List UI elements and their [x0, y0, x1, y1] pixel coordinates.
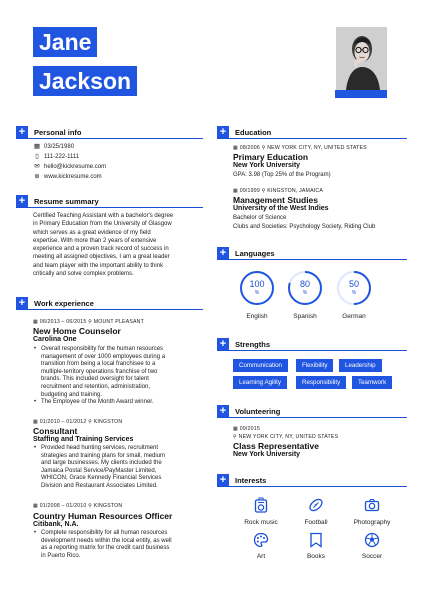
language-level-value: 50	[348, 279, 359, 289]
section-personal-info	[16, 126, 82, 138]
job-bullets	[33, 445, 208, 491]
language-level-ring	[239, 270, 275, 306]
job-meta: ▦ 06/2013 – 06/2015 ⚲ MOUNT PLEASANT	[33, 319, 144, 325]
plus-icon: +	[16, 126, 28, 138]
job-company: Carolina One	[33, 336, 77, 343]
interest-label: Photography	[353, 519, 391, 526]
strength-tag: Flexibility	[296, 359, 333, 372]
language-level-unit: %	[254, 290, 260, 296]
football-icon	[308, 497, 324, 513]
section-resume-summary	[16, 195, 99, 207]
section-title: Education	[235, 127, 272, 137]
plus-icon: +	[217, 247, 229, 259]
section-divider	[217, 417, 407, 418]
job-position: Consultant	[33, 426, 78, 436]
education-school: University of the West Indies	[233, 205, 329, 212]
strength-tag: Responsibility	[296, 376, 346, 389]
plus-icon: +	[217, 405, 229, 417]
section-divider	[16, 207, 203, 208]
birth-date: ▦ 03/25/1980	[33, 143, 75, 150]
photo-accent-bar	[335, 90, 387, 98]
section-title: Work experience	[34, 298, 94, 308]
volunteering-location: ⚲ NEW YORK CITY, NY, UNITED STATES	[233, 434, 339, 440]
phone-number: ▯ 111-222-1111	[33, 153, 79, 161]
job-company: Staffing and Training Services	[33, 436, 134, 443]
volunteering-meta: ▦ 09/2015	[233, 426, 260, 432]
job-meta: ▦ 01/2010 – 01/2012 ⚲ KINGSTON	[33, 419, 123, 425]
section-divider	[16, 138, 203, 139]
interest-label: Art	[256, 553, 266, 560]
volunteering-org: New York University	[233, 451, 301, 458]
education-degree: Primary Education	[233, 152, 309, 162]
job-bullets	[33, 346, 208, 407]
education-detail: Clubs and Societies: Psychology Society, Riding Club	[233, 224, 376, 230]
job-meta: ▦ 01/2008 – 01/2010 ⚲ KINGSTON	[33, 503, 123, 509]
section-title: Interests	[235, 475, 267, 485]
calendar-icon: ▦	[33, 419, 40, 425]
first-name: Jane	[33, 27, 97, 57]
section-title: Languages	[235, 248, 275, 258]
calendar-icon: ▦	[233, 426, 240, 432]
location-pin-icon: ⚲	[261, 145, 268, 151]
book-icon	[308, 532, 324, 548]
section-divider	[217, 350, 407, 351]
soccer-ball-icon	[364, 532, 380, 548]
job-company: Citibank, N.A.	[33, 521, 79, 528]
website-link[interactable]: ⊕ www.kickresume.com	[34, 173, 102, 180]
section-work-experience	[16, 297, 94, 309]
list-item: • Complete responsibility for all human resources development needs within the local entity, as well as a reporting matrix for the credit card business in Puerto Rico.	[33, 530, 208, 560]
section-title: Volunteering	[235, 406, 281, 416]
list-item: • Provided head hunting services, recruitment strategies and training plans for small, medium and large businesses. My clients included the Jamaica Postal Service/PayMaster Limited, WHICON, Grace Kennedy Financial Services Division and Restaurant Associates Limited.	[33, 445, 208, 491]
strength-tag: Leadership	[339, 359, 382, 372]
interest-label: Soccer	[361, 553, 383, 560]
section-interests	[217, 474, 266, 486]
email-icon: ✉	[34, 163, 40, 170]
language-name: German	[342, 313, 366, 320]
profile-photo	[336, 27, 387, 90]
location-pin-icon: ⚲	[88, 503, 94, 509]
strength-tag: Learning Agility	[233, 376, 287, 389]
calendar-icon: ▦	[33, 503, 40, 509]
section-title: Strengths	[235, 339, 271, 349]
section-education	[217, 126, 271, 138]
section-divider	[217, 259, 407, 260]
summary-text: Certified Teaching Assistant with a bachelor's degree in Primary Education from the University of Glasgow which serves as a great evidence of my field expertise. With more than 2 years of extensive experience and a proven track record of success in meeting all assigned objectives, I am a great leader and team player with the important ability to think critically and solve complex problems.	[33, 213, 174, 278]
language-level-ring	[287, 270, 323, 306]
guitar-amp-icon	[253, 497, 269, 513]
strength-tag: Communication	[233, 359, 288, 372]
section-volunteering	[217, 405, 280, 417]
section-languages	[217, 247, 275, 259]
globe-icon: ⊕	[34, 173, 40, 180]
section-title: Resume summary	[34, 196, 99, 206]
location-pin-icon: ⚲	[261, 188, 268, 194]
calendar-icon: ▦	[33, 319, 40, 325]
section-divider	[16, 309, 203, 310]
language-level-value: 100	[249, 279, 265, 289]
plus-icon: +	[217, 338, 229, 350]
section-title: Personal info	[34, 127, 82, 137]
interest-label: Books	[306, 553, 326, 560]
section-divider	[217, 138, 407, 139]
education-meta: ▦ 08/2006 ⚲ NEW YORK CITY, NY, UNITED STATES	[233, 145, 367, 151]
interest-label: Football	[304, 519, 328, 526]
plus-icon: +	[16, 195, 28, 207]
palette-icon	[253, 532, 269, 548]
calendar-icon: ▦	[33, 143, 41, 150]
plus-icon: +	[217, 126, 229, 138]
calendar-icon: ▦	[233, 145, 240, 151]
language-level-value: 80	[299, 279, 310, 289]
section-divider	[217, 486, 407, 487]
education-detail: Bachelor of Science	[233, 215, 287, 221]
camera-icon	[364, 497, 380, 513]
job-position: New Home Counselor	[33, 326, 121, 336]
list-item: • Overall responsibility for the human resources management of over 1000 employees during a transition from being a local franchisee to a multiple-territory operations franchise of two brands. This included oversight for talent recruitment and retention, administration, budgeting and training.	[33, 346, 208, 399]
location-pin-icon: ⚲	[88, 319, 94, 325]
plus-icon: +	[217, 474, 229, 486]
section-strengths	[217, 338, 270, 350]
interest-label: Rock music	[244, 519, 278, 526]
education-detail: GPA: 3.98 (Top 25% of the Program)	[233, 172, 331, 178]
language-level-ring	[336, 270, 372, 306]
volunteering-role: Class Representative	[233, 441, 319, 451]
location-pin-icon: ⚲	[233, 434, 239, 440]
language-name: English	[246, 313, 268, 320]
phone-icon: ▯	[35, 153, 39, 160]
education-meta: ▦ 09/1999 ⚲ KINGSTON, JAMAICA	[233, 188, 323, 194]
job-position: Country Human Resources Officer	[33, 511, 173, 521]
list-item: • The Employee of the Month Award winner.	[33, 399, 208, 407]
strength-tag: Teamwork	[352, 376, 392, 389]
plus-icon: +	[16, 297, 28, 309]
education-school: New York University	[233, 162, 301, 169]
job-bullets	[33, 530, 208, 560]
location-pin-icon: ⚲	[88, 419, 94, 425]
last-name: Jackson	[33, 66, 137, 96]
language-level-unit: %	[351, 290, 357, 296]
calendar-icon: ▦	[233, 188, 240, 194]
language-level-unit: %	[302, 290, 308, 296]
language-name: Spanish	[293, 313, 317, 320]
education-degree: Management Studies	[233, 195, 319, 205]
email-address[interactable]: ✉ hello@kickresume.com	[34, 163, 107, 170]
